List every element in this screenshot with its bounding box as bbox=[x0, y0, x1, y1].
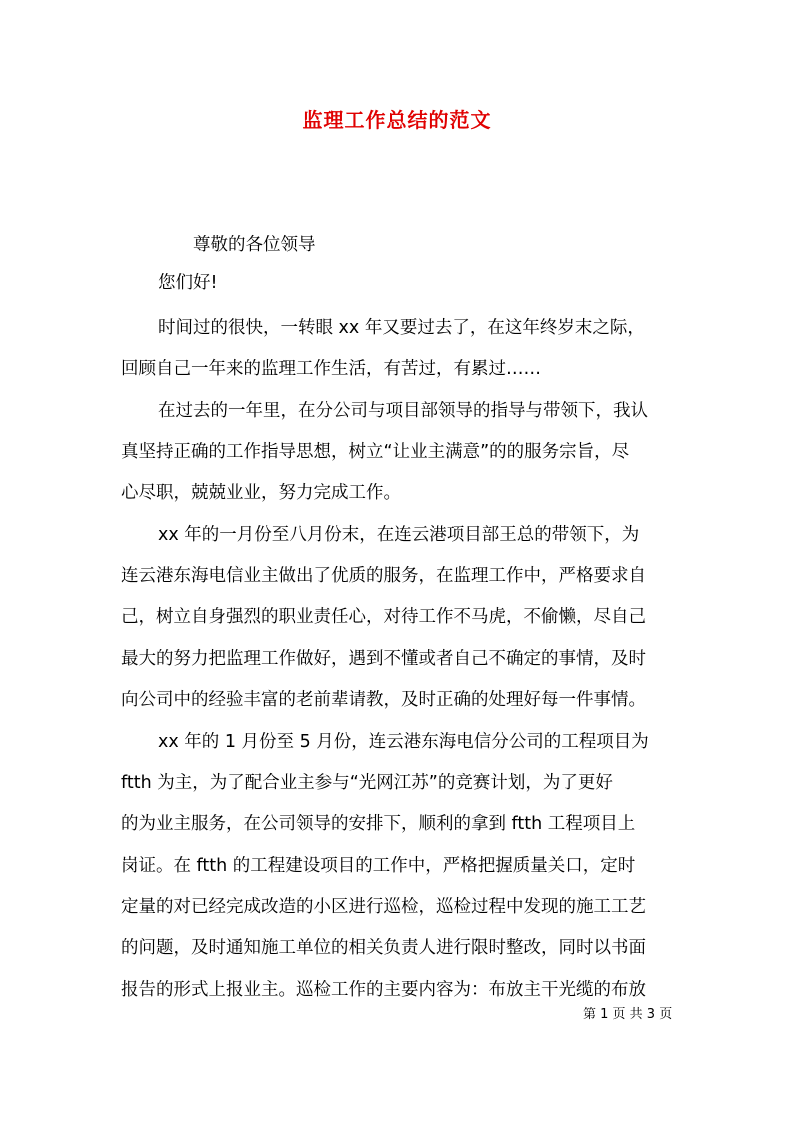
page-title: 监理工作总结的范文 bbox=[302, 108, 492, 132]
paragraph-line: 己，树立自身强烈的职业责任心，对待工作不马虎，不偷懒，尽自己 bbox=[121, 607, 646, 627]
paragraph-line: 岗证。在 ftth 的工程建设项目的工作中，严格把握质量关口，定时 bbox=[121, 856, 636, 876]
salutation: 尊敬的各位领导 bbox=[193, 235, 316, 255]
paragraph-line: 的为业主服务，在公司领导的安排下，顺利的拿到 ftth 工程项目上 bbox=[121, 814, 636, 834]
greeting: 您们好! bbox=[158, 273, 218, 293]
page-number: 第 1 页 共 3 页 bbox=[583, 1007, 673, 1022]
paragraph-line: xx 年的一月份至八月份末，在连云港项目部王总的带领下，为 bbox=[158, 525, 640, 545]
paragraph-line: 最大的努力把监理工作做好，遇到不懂或者自己不确定的事情，及时 bbox=[121, 649, 646, 669]
paragraph-line: 在过去的一年里，在分公司与项目部领导的指导与带领下，我认 bbox=[158, 401, 648, 421]
paragraph-line: 报告的形式上报业主。巡检工作的主要内容为：布放主干光缆的布放 bbox=[121, 980, 646, 1000]
paragraph-line: 时间过的很快，一转眼 xx 年又要过去了，在这年终岁末之际， bbox=[158, 318, 645, 338]
paragraph-line: 心尽职，兢兢业业，努力完成工作。 bbox=[121, 483, 401, 503]
paragraph-line: ftth 为主，为了配合业主参与“光网江苏”的竞赛计划，为了更好 bbox=[121, 773, 613, 793]
paragraph-line: 连云港东海电信业主做出了优质的服务，在监理工作中，严格要求自 bbox=[121, 566, 646, 586]
paragraph-line: 定量的对已经完成改造的小区进行巡检，巡检过程中发现的施工工艺 bbox=[121, 897, 646, 917]
paragraph-line: 回顾自己一年来的监理工作生活，有苦过，有累过…… bbox=[121, 359, 541, 379]
paragraph-line: xx 年的 1 月份至 5 月份，连云港东海电信分公司的工程项目为 bbox=[158, 732, 649, 752]
paragraph-line: 向公司中的经验丰富的老前辈请教，及时正确的处理好每一件事情。 bbox=[121, 690, 646, 710]
paragraph-line: 真坚持正确的工作指导思想，树立“让业主满意”的的服务宗旨，尽 bbox=[121, 442, 630, 462]
paragraph-line: 的问题，及时通知施工单位的相关负责人进行限时整改，同时以书面 bbox=[121, 938, 646, 958]
